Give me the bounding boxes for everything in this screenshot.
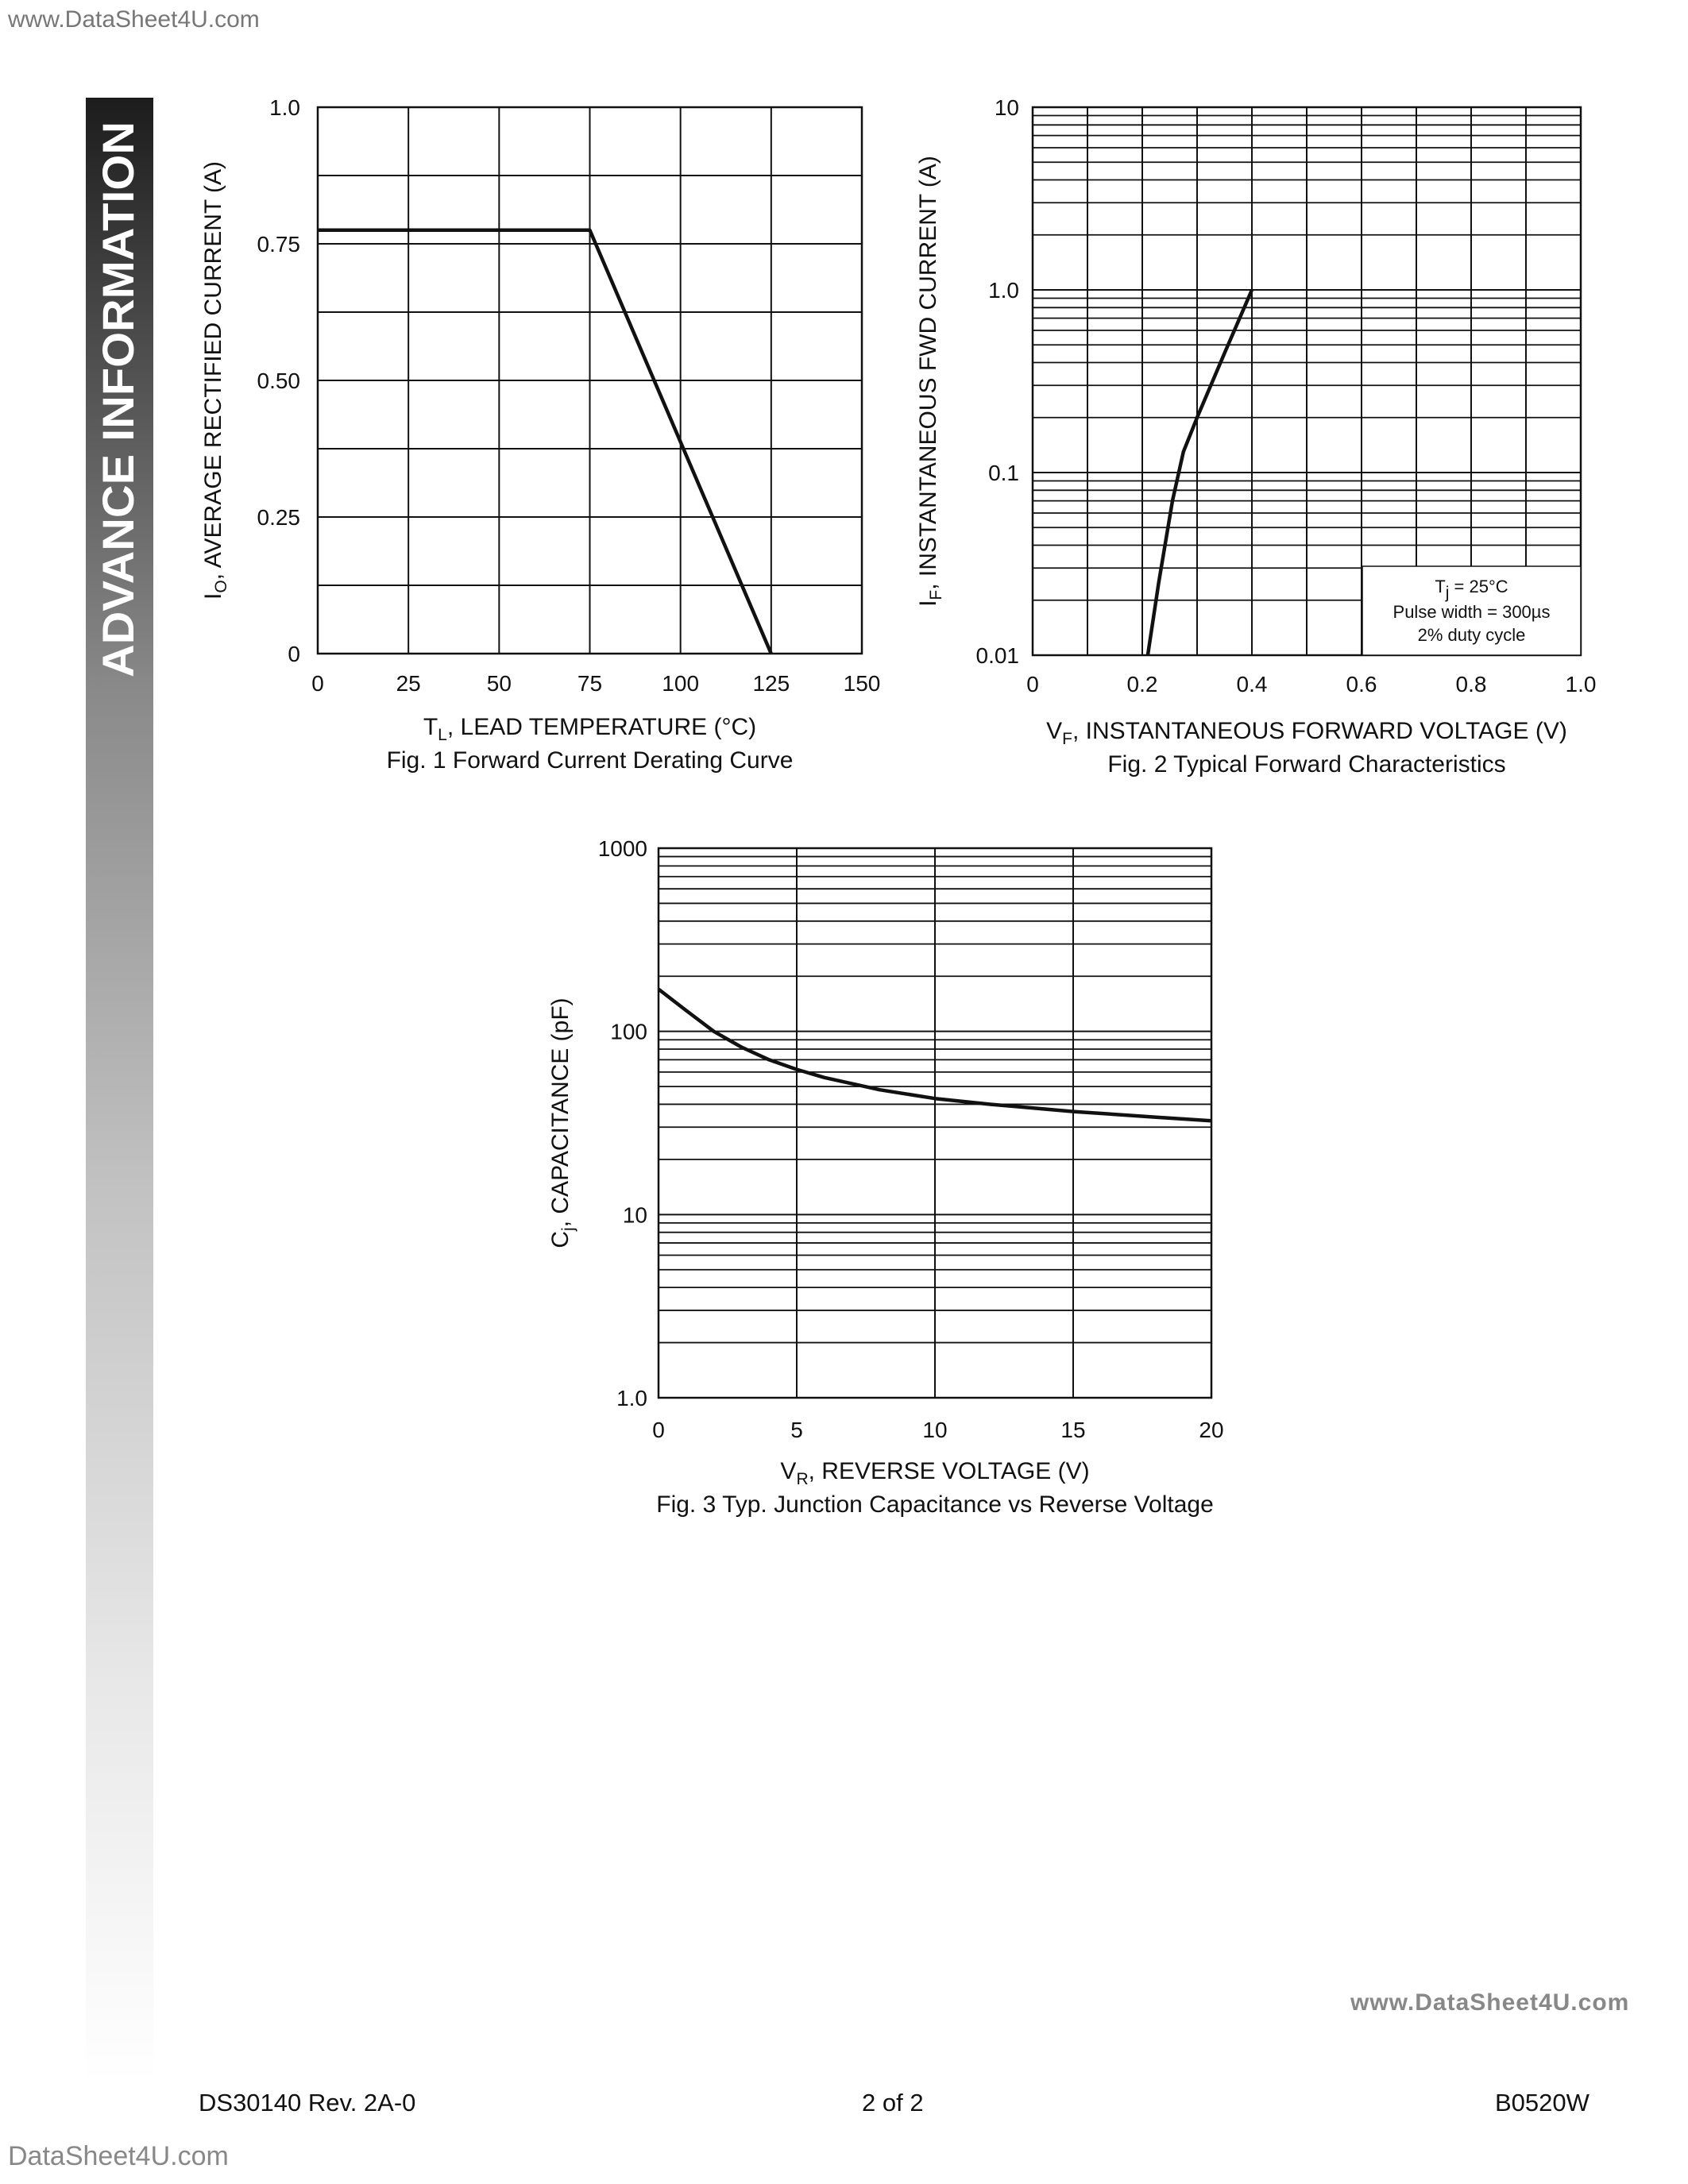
- y-tick-label: 0.25: [257, 505, 300, 530]
- x-tick-label: 0.2: [1126, 672, 1158, 696]
- x-tick-label: 0.6: [1346, 672, 1377, 696]
- footer-doc-number: DS30140 Rev. 2A-0: [199, 2089, 416, 2116]
- annotation-condition: Tj = 25°C: [1435, 577, 1508, 602]
- annotation-duty-cycle: 2% duty cycle: [1417, 625, 1526, 645]
- footer-page-number: 2 of 2: [862, 2089, 924, 2116]
- y-axis-label: $I_F$, INSTANTANEOUS FWD CURRENT (A): [915, 156, 945, 607]
- y-tick-label: 10: [622, 1202, 647, 1228]
- x-tick-label: 10: [922, 1418, 948, 1442]
- x-tick-label: 0.8: [1455, 672, 1487, 696]
- x-axis-label: $V_R$, REVERSE VOLTAGE (V): [780, 1458, 1090, 1488]
- y-tick-label: 0.1: [988, 461, 1019, 485]
- x-tick-label: 150: [843, 671, 881, 696]
- x-tick-label: 100: [662, 671, 700, 696]
- chart-fig2: [915, 95, 1596, 778]
- footer-part-number: B0520W: [1495, 2089, 1590, 2116]
- watermark-bottom: DataSheet4U.com: [8, 2141, 229, 2171]
- chart-caption: Fig. 2 Typical Forward Characteristics: [1107, 751, 1506, 778]
- y-tick-label: 1.0: [616, 1386, 647, 1410]
- x-tick-label: 0: [652, 1418, 665, 1442]
- y-tick-label: 1.0: [988, 278, 1019, 303]
- x-tick-label: 5: [790, 1418, 803, 1442]
- x-tick-label: 125: [752, 671, 790, 696]
- x-tick-label: 0.4: [1236, 672, 1268, 696]
- y-tick-label: 0.75: [257, 232, 300, 257]
- y-tick-label: 10: [994, 95, 1019, 120]
- watermark-top: www.DataSheet4U.com: [8, 6, 260, 33]
- x-tick-label: 0: [1026, 672, 1039, 696]
- y-tick-label: 0.01: [975, 643, 1019, 668]
- y-tick-label: 1000: [597, 836, 647, 861]
- chart-fig3: [547, 836, 1224, 1518]
- chart-fig1: [200, 95, 880, 774]
- series-line: [318, 230, 771, 654]
- y-axis-label: $C_j$, CAPACITANCE (pF): [547, 997, 577, 1248]
- x-tick-label: 50: [486, 671, 512, 696]
- x-axis-label: $T_L$, LEAD TEMPERATURE (°C): [423, 714, 757, 744]
- y-tick-label: 0.50: [257, 369, 300, 393]
- x-axis-label: $V_F$, INSTANTANEOUS FORWARD VOLTAGE (V): [1046, 718, 1567, 748]
- x-tick-label: 20: [1199, 1418, 1224, 1442]
- chart-caption: Fig. 3 Typ. Junction Capacitance vs Reverse Voltage: [656, 1491, 1214, 1518]
- y-tick-label: 0: [288, 642, 300, 666]
- sidebar-text: ADVANCE INFORMATION: [93, 137, 143, 677]
- x-tick-label: 0: [311, 671, 324, 696]
- chart-caption: Fig. 1 Forward Current Derating Curve: [386, 747, 794, 774]
- y-tick-label: 100: [610, 1019, 647, 1044]
- annotation-pulse-width: Pulse width = 300µs: [1393, 602, 1551, 622]
- x-tick-label: 15: [1060, 1418, 1086, 1442]
- watermark-right: www.DataSheet4U.com: [1350, 1989, 1630, 2016]
- x-tick-label: 75: [577, 671, 603, 696]
- y-axis-label: $I_O$, AVERAGE RECTIFIED CURRENT (A): [200, 161, 230, 600]
- y-tick-label: 1.0: [269, 95, 300, 120]
- x-tick-label: 1.0: [1565, 672, 1597, 696]
- x-tick-label: 25: [396, 671, 421, 696]
